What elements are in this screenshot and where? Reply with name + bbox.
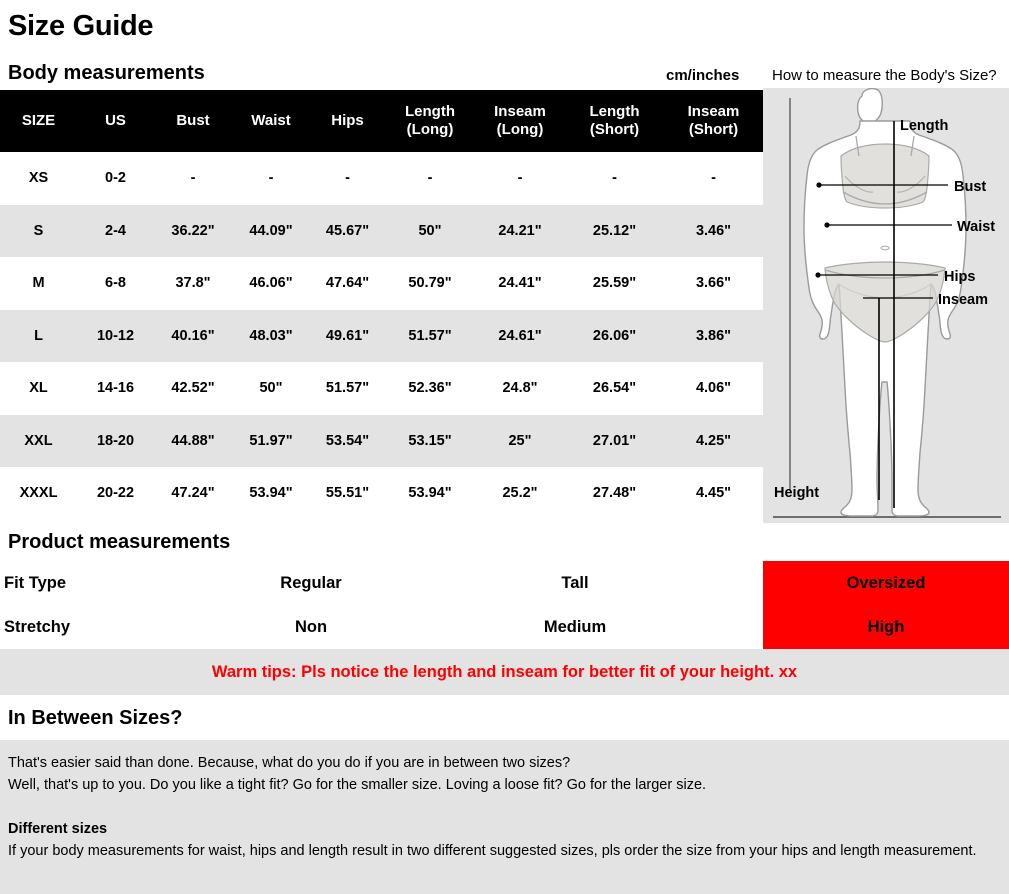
diagram-label-inseam: Inseam (938, 292, 988, 308)
header-line1: Hips (331, 112, 364, 130)
product-measurements-heading: Product measurements (8, 531, 231, 553)
cell-length-long: - (385, 152, 475, 205)
header-line1: Length (405, 103, 455, 121)
diagram-label-height: Height (774, 485, 820, 501)
cell-hips: 47.64" (310, 257, 385, 310)
stretchy-tall: Medium (543, 618, 607, 636)
cell-bust: 47.24" (154, 467, 232, 520)
cell-inseam-short: 4.06" (664, 362, 763, 415)
cell-size: XXXL (0, 467, 77, 520)
column-header-waist (232, 90, 310, 152)
cell-inseam-long: 24.8" (475, 362, 565, 415)
cell-inseam-short: 3.46" (664, 205, 763, 258)
cell-length-short: 25.12" (565, 205, 664, 258)
cell-size: S (0, 205, 77, 258)
cell-size: L (0, 310, 77, 363)
header-line1: Waist (251, 112, 291, 130)
table-row (0, 310, 763, 363)
table-row (0, 362, 763, 415)
cell-bust: 37.8" (154, 257, 232, 310)
header-line2: (Long) (406, 121, 454, 138)
table-row (0, 205, 763, 258)
column-header-bust (154, 90, 232, 152)
diagram-label-bust: Bust (954, 179, 987, 195)
cell-hips: 55.51" (310, 467, 385, 520)
cell-inseam-long: 24.21" (475, 205, 565, 258)
cell-us: 20-22 (77, 467, 154, 520)
column-header-inseam-short (664, 90, 763, 152)
cell-waist: 51.97" (232, 415, 310, 468)
different-sizes-subheading: Different sizes (8, 821, 108, 837)
cell-size: XXL (0, 415, 77, 468)
body-measurements-table (0, 90, 763, 520)
diagram-label-hips: Hips (944, 269, 976, 285)
header-line1: Inseam (687, 103, 740, 121)
cell-length-long: 53.15" (385, 415, 475, 468)
cell-inseam-short: 3.86" (664, 310, 763, 363)
cell-inseam-short: 4.25" (664, 415, 763, 468)
cell-inseam-long: 24.41" (475, 257, 565, 310)
cell-length-short: 26.54" (565, 362, 664, 415)
diagram-label-length: Length (900, 118, 949, 134)
column-header-length-long (385, 90, 475, 152)
table-row (0, 257, 763, 310)
header-line1: US (105, 112, 126, 130)
cell-bust: 42.52" (154, 362, 232, 415)
how-to-measure-label: How to measure the Body's Size? (772, 67, 997, 84)
fit-type-regular: Regular (280, 574, 342, 592)
cell-inseam-long: 25" (475, 415, 565, 468)
table-header-row (0, 90, 763, 152)
cell-length-long: 53.94" (385, 467, 475, 520)
product-row-fit-type (0, 561, 1009, 605)
unit-label: cm/inches (666, 67, 740, 84)
cell-size: XS (0, 152, 77, 205)
header-line2: (Long) (496, 121, 544, 138)
cell-inseam-short: 4.45" (664, 467, 763, 520)
cell-length-long: 52.36" (385, 362, 475, 415)
column-header-us (77, 90, 154, 152)
cell-length-short: 26.06" (565, 310, 664, 363)
cell-waist: 53.94" (232, 467, 310, 520)
in-between-sizes-body (0, 740, 1009, 894)
diagram-label-waist: Waist (957, 219, 996, 235)
cell-size: XL (0, 362, 77, 415)
cell-length-long: 50.79" (385, 257, 475, 310)
cell-length-long: 50" (385, 205, 475, 258)
cell-waist: - (232, 152, 310, 205)
cell-bust: 44.88" (154, 415, 232, 468)
header-line2: (Short) (589, 121, 640, 138)
cell-waist: 50" (232, 362, 310, 415)
cell-us: 14-16 (77, 362, 154, 415)
cell-size: M (0, 257, 77, 310)
cell-waist: 44.09" (232, 205, 310, 258)
between-line-3: If your body measurements for waist, hips and length result in two different suggested sizes, pls order the size from your hips and length measurement. (8, 843, 977, 859)
cell-bust: 36.22" (154, 205, 232, 258)
stretchy-regular: Non (294, 618, 328, 636)
cell-us: 6-8 (77, 257, 154, 310)
cell-inseam-short: 3.66" (664, 257, 763, 310)
header-line1: Inseam (494, 103, 546, 121)
cell-hips: 49.61" (310, 310, 385, 363)
between-line-2: Well, that's up to you. Do you like a tight fit? Go for the smaller size. Loving a loose fit? Go for the larger size. (8, 777, 707, 793)
cell-length-long: 51.57" (385, 310, 475, 363)
cell-hips: 51.57" (310, 362, 385, 415)
cell-hips: - (310, 152, 385, 205)
body-measurement-diagram (763, 88, 1009, 523)
header-line2: (Short) (688, 121, 739, 138)
header-line1: SIZE (21, 112, 56, 130)
cell-us: 18-20 (77, 415, 154, 468)
in-between-sizes-heading: In Between Sizes? (8, 707, 183, 729)
column-header-size (0, 90, 77, 152)
between-line-1: That's easier said than done. Because, what do you do if you are in between two sizes? (8, 755, 571, 771)
product-row-label: Fit Type (4, 574, 67, 592)
stretchy-oversized: High (867, 618, 905, 636)
cell-length-short: - (565, 152, 664, 205)
product-measurements-table (0, 561, 1009, 649)
fit-type-tall: Tall (561, 574, 589, 592)
cell-waist: 46.06" (232, 257, 310, 310)
cell-waist: 48.03" (232, 310, 310, 363)
cell-bust: 40.16" (154, 310, 232, 363)
header-line1: Bust (176, 112, 210, 130)
product-row-label: Stretchy (4, 618, 71, 636)
cell-inseam-long: 25.2" (475, 467, 565, 520)
product-row-stretchy (0, 605, 1009, 649)
table-row (0, 467, 763, 520)
cell-inseam-long: - (475, 152, 565, 205)
header-line1: Length (589, 103, 640, 121)
body-measurements-heading: Body measurements (8, 62, 205, 84)
cell-hips: 53.54" (310, 415, 385, 468)
cell-inseam-long: 24.61" (475, 310, 565, 363)
cell-length-short: 27.01" (565, 415, 664, 468)
cell-inseam-short: - (664, 152, 763, 205)
column-header-length-short (565, 90, 664, 152)
cell-bust: - (154, 152, 232, 205)
table-row (0, 415, 763, 468)
cell-length-short: 25.59" (565, 257, 664, 310)
cell-hips: 45.67" (310, 205, 385, 258)
table-row (0, 152, 763, 205)
cell-us: 2-4 (77, 205, 154, 258)
fit-type-oversized: Oversized (846, 574, 926, 592)
column-header-inseam-long (475, 90, 565, 152)
cell-us: 0-2 (77, 152, 154, 205)
warm-tips-banner: Warm tips: Pls notice the length and inseam for better fit of your height. xx (0, 649, 1009, 695)
column-header-hips (310, 90, 385, 152)
page-title: Size Guide (8, 10, 154, 42)
cell-length-short: 27.48" (565, 467, 664, 520)
cell-us: 10-12 (77, 310, 154, 363)
